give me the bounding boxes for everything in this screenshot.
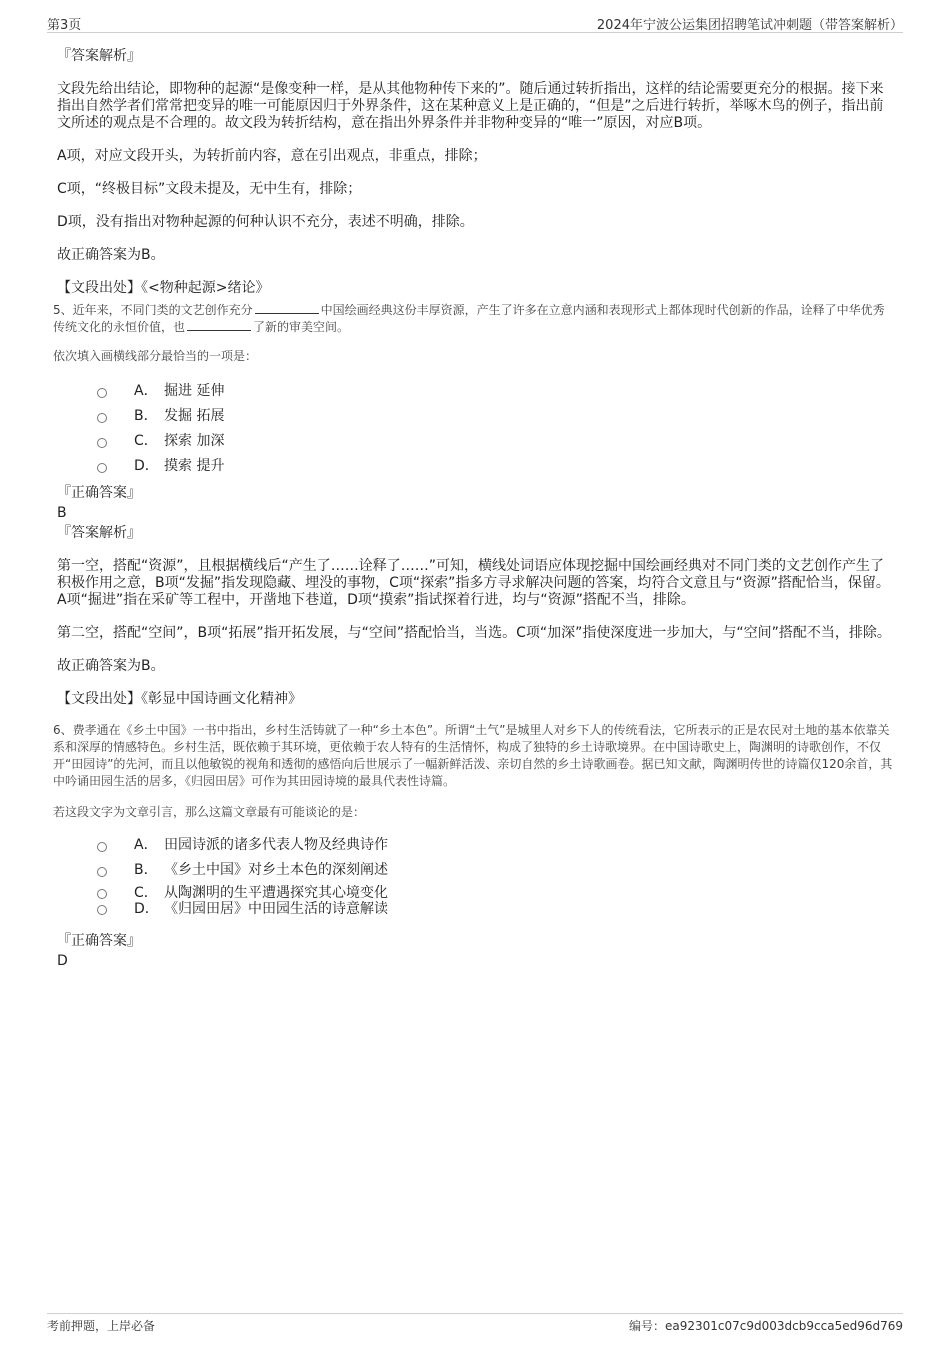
option-d[interactable]: D． 《归园田居》中田园生活的诗意解读 [94, 901, 893, 917]
blank-line [255, 313, 319, 314]
question-stem-part: 5、近年来，不同门类的文艺创作充分 [53, 303, 253, 317]
analysis-paragraph: 第二空，搭配“空间”，B项“拓展”指开拓发展，与“空间”搭配恰当，当选。C项“加深”指使深度进一步加大，与“空间”搭配不当，排除。 [57, 625, 891, 641]
page-footer [47, 1313, 903, 1334]
source-citation: 【文段出处】《<物种起源>绪论》 [57, 280, 270, 296]
radio-icon[interactable] [97, 842, 107, 852]
radio-icon[interactable] [97, 889, 107, 899]
radio-icon[interactable] [97, 388, 107, 398]
document-title: 2024年宁波公运集团招聘笔试冲刺题（带答案解析） [596, 18, 903, 33]
option-d[interactable]: D． 摸索 提升 [94, 454, 893, 479]
analysis-label: 『答案解析』 [57, 525, 141, 541]
question-stem: 6、费孝通在《乡土中国》一书中指出，乡村生活铸就了一种“乡土本色”。所谓“土气”是城里人对乡下人的传统看法，它所表示的正是农民对土地的基本依靠关系和深厚的情感特色。乡村生活，既依赖于其环境，更依赖于农人特有的生活情怀，构成了独特的乡土诗歌境界。在中国诗歌史上，陶渊明的诗歌创作，不仅开“田园诗”的先河，而且以他敏锐的视角和透彻的感悟向后世展示了一幅新鲜活泼、亲切自然的乡土诗歌画卷。据已知文献，陶渊明传世的诗篇仅120余首，其中吟诵田园生活的居多，《归园田居》可作为其田园诗境的最具代表性诗篇。 [53, 723, 893, 788]
option-a[interactable]: A． 田园诗派的诸多代表人物及经典诗作 [94, 833, 893, 858]
page-content [53, 46, 893, 970]
analysis-paragraph: 第一空，搭配“资源”，且根据横线后“产生了……诠释了……”可知，横线处词语应体现挖掘中国绘画经典对不同门类的文艺创作产生了积极作用之意，B项“发掘”指发现隐藏、埋没的事物，C项“探索”指多方寻求解决问题的答案，均符合文意且与“资源”搭配恰当，保留。A项“掘进”指在采矿等工程中，开凿地下巷道，D项“摸索”指试探着行进，均与“资源”搭配不当，排除。 [57, 558, 890, 608]
blank-line [187, 330, 251, 331]
answer-value: D [57, 953, 68, 969]
option-a[interactable]: A． 掘进 延伸 [94, 379, 893, 404]
answer-label: 『正确答案』 [57, 933, 141, 949]
option-list [57, 833, 893, 883]
question-stem-part: 了新的审美空间。 [253, 320, 350, 334]
question-prompt: 若这段文字为文章引言，那么这篇文章最有可能谈论的是： [53, 805, 366, 819]
radio-icon[interactable] [97, 905, 107, 915]
analysis-paragraph: C项，“终极目标”文段未提及，无中生有，排除； [57, 181, 362, 197]
question-stem-part: 中国绘画经典这份丰厚资源，产生了许多在立意内涵和表现形式上都体现时代创新的作品，诠释了中华优秀传统文化的永恒价值，也 [53, 303, 885, 334]
page-header [47, 14, 903, 33]
question-stem [53, 302, 893, 336]
footer-slogan: 考前押题，上岸必备 [47, 1319, 156, 1333]
option-c[interactable]: C． 探索 加深 [94, 429, 893, 454]
option-b[interactable]: B． 发掘 拓展 [94, 404, 893, 429]
radio-icon[interactable] [97, 438, 107, 448]
analysis-paragraph: 文段先给出结论，即物种的起源“是像变种一样，是从其他物种传下来的”。随后通过转折指出，这样的结论需要更充分的根据。接下来指出自然学者们常常把变异的唯一可能原因归于外界条件，这在某种意义上是正确的，“但是”之后进行转折，举啄木鸟的例子，指出前文所述的观点是不合理的。故文段为转折结构，意在指出外界条件并非物种变异的“唯一”原因，对应B项。 [57, 81, 884, 131]
option-b[interactable]: B． 《乡土中国》对乡土本色的深刻阐述 [94, 858, 893, 883]
option-list [57, 885, 893, 917]
question-prompt: 依次填入画横线部分最恰当的一项是： [53, 349, 258, 363]
answer-value: B [57, 505, 67, 521]
option-c[interactable]: C． 从陶渊明的生平遭遇探究其心境变化 [94, 885, 893, 901]
analysis-paragraph: A项，对应文段开头，为转折前内容，意在引出观点，非重点，排除； [57, 148, 487, 164]
page-number: 第3页 [47, 18, 82, 33]
radio-icon[interactable] [97, 413, 107, 423]
option-list [57, 379, 893, 479]
answer-conclusion: 故正确答案为B。 [57, 247, 165, 263]
document-id: 编号：ea92301c07c9d003dcb9cca5ed96d769 [629, 1319, 903, 1333]
answer-label: 『正确答案』 [57, 485, 141, 501]
radio-icon[interactable] [97, 867, 107, 877]
radio-icon[interactable] [97, 463, 107, 473]
answer-conclusion: 故正确答案为B。 [57, 658, 165, 674]
analysis-label: 『答案解析』 [57, 48, 141, 64]
source-citation: 【文段出处】《彰显中国诗画文化精神》 [57, 691, 302, 707]
analysis-paragraph: D项，没有指出对物种起源的何种认识不充分，表述不明确，排除。 [57, 214, 474, 230]
